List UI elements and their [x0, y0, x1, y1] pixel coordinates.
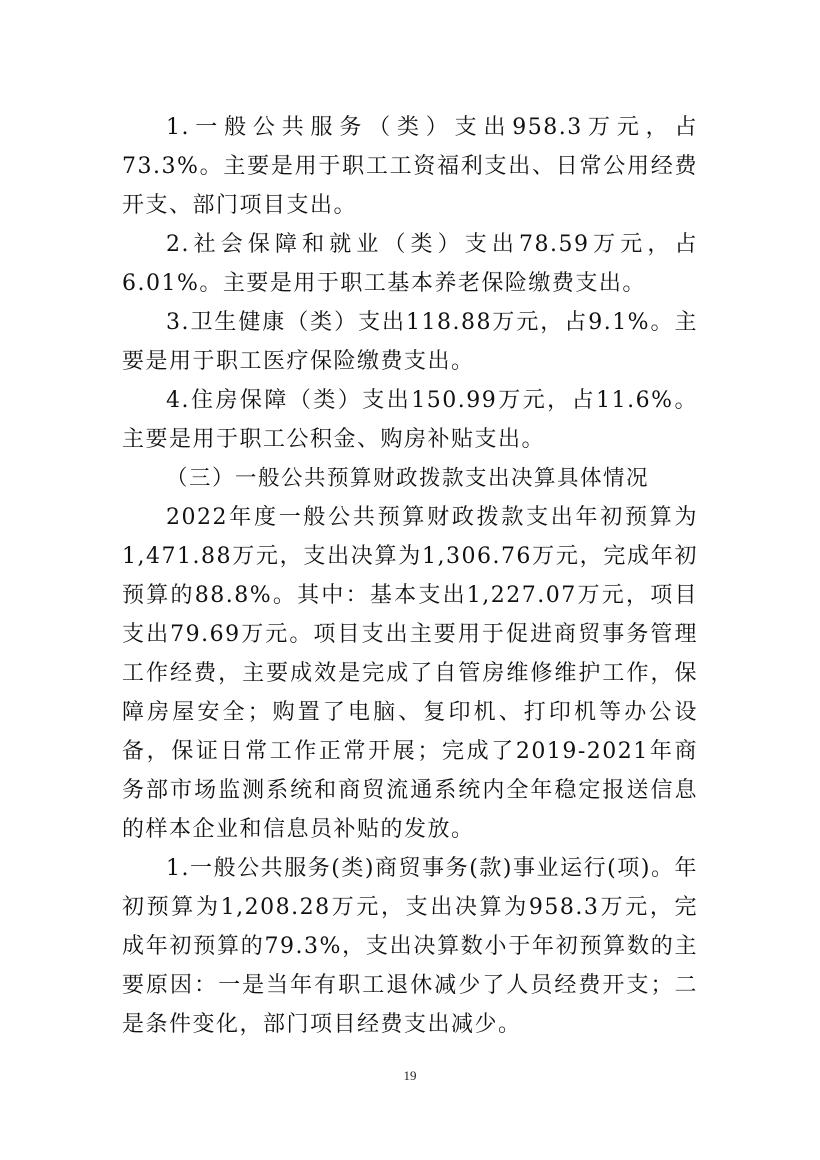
paragraph-health: 3.卫生健康（类）支出118.88万元，占9.1%。主要是用于职工医疗保险缴费支出。: [122, 310, 698, 374]
summary-paragraph: 2022年度一般公共预算财政拨款支出年初预算为1,471.88万元，支出决算为1,306.76万元，完成年初预算的88.8%。其中：基本支出1,227.07万元，项目支出79.69万元。项目支出主要用于促进商贸事务管理工作经费，主要成效是完成了自管房维修维护工作，保障房屋安全；购置了电脑、复印机、打印机等办公设备，保证日常工作正常开展；完成了2019-2021年商务部市场监测系统和商贸流通系统内全年稳定报送信息的样本企业和信息员补贴的发放。: [122, 505, 698, 842]
paragraph-social-security: 2.社会保障和就业（类）支出78.59万元，占6.01%。主要是用于职工基本养老保险缴费支出。: [122, 232, 698, 296]
page-number: 19: [403, 1068, 417, 1083]
paragraph-general-public-services: 1.一般公共服务（类）支出958.3万元，占73.3%。主要是用于职工工资福利支出、日常公用经费开支、部门项目支出。: [122, 115, 698, 218]
document-body: [122, 108, 698, 1044]
detail-paragraph: 1.一般公共服务(类)商贸事务(款)事业运行(项)。年初预算为1,208.28万元，支出决算为958.3万元，完成年初预算的79.3%，支出决算数小于年初预算数的主要原因：一是当年有职工退休减少了人员经费开支；二是条件变化，部门项目经费支出减少。: [122, 856, 698, 1037]
section-heading: （三）一般公共预算财政拨款支出决算具体情况: [166, 466, 650, 491]
paragraph-housing: 4.住房保障（类）支出150.99万元，占11.6%。主要是用于职工公积金、购房补贴支出。: [122, 388, 698, 452]
